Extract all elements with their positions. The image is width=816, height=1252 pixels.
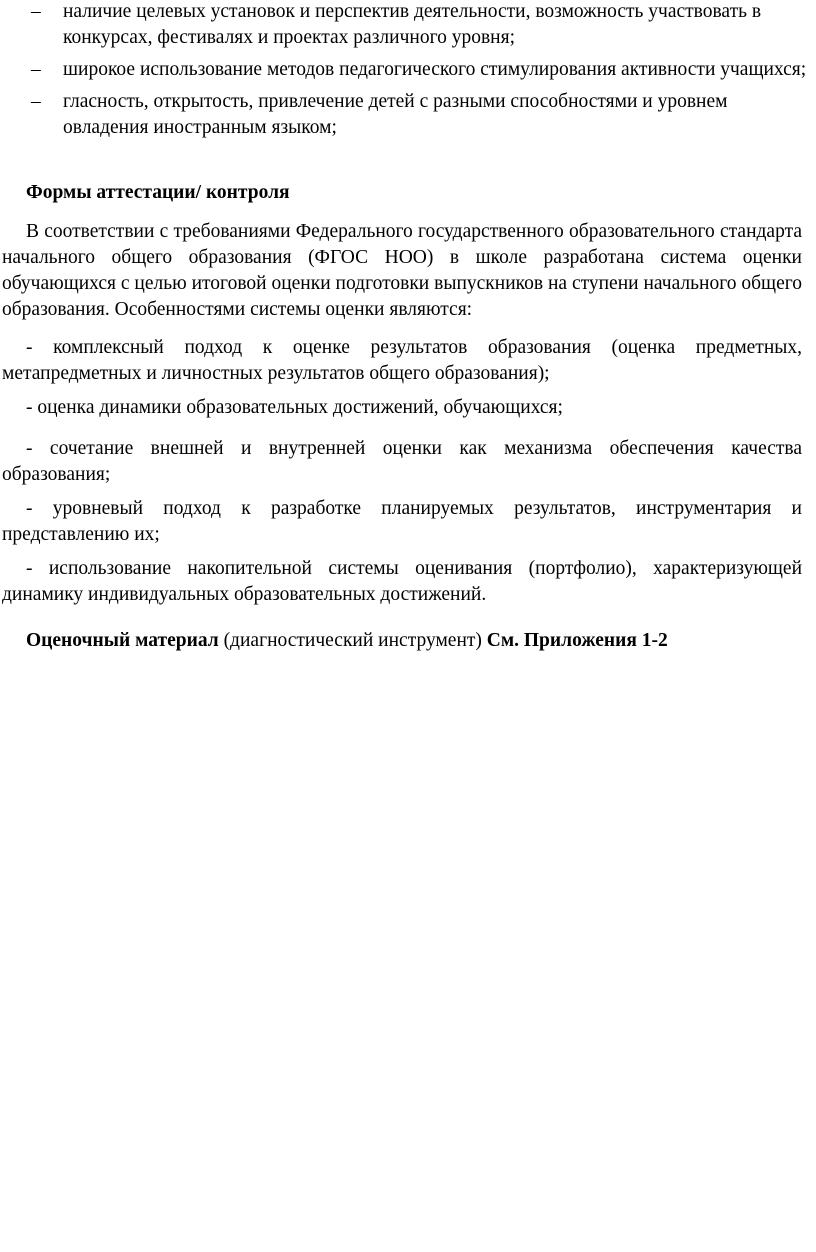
feature-paragraph: - использование накопительной системы оценивания (портфолио), характеризующей динамику индивидуальных образовательных достижений.: [2, 558, 802, 605]
dash-list-item: [0, 0, 816, 51]
dash-list-item: [0, 57, 816, 83]
dash-bullet-mark: –: [31, 91, 41, 112]
feature-paragraph: - уровневый подход к разработке планируемых результатов, инструментария и представлению их;: [2, 498, 802, 545]
feature-paragraph: - сочетание внешней и внутренней оценки как механизма обеспечения качества образования;: [2, 438, 802, 485]
assessment-note: (диагностический инструмент): [218, 630, 487, 651]
goals-dash-list: [0, 0, 816, 147]
intro-paragraph: В соответствии с требованиями Федерального государственного образовательного стандарта начального общего образования (ФГОС НОО) в школе разработана система оценки обучающихся с целью итоговой оценки подготовки выпускников на ступени начального общего образования. Особенностями системы оценки являются:: [2, 221, 802, 320]
dash-list-item-text: широкое использование методов педагогического стимулирования активности учащихся;: [63, 59, 807, 80]
dash-list-item: [0, 89, 816, 141]
feature-paragraph: - оценка динамики образовательных достижений, обучающихся;: [26, 397, 563, 418]
dash-bullet-mark: –: [31, 59, 41, 80]
feature-paragraph: - комплексный подход к оценке результатов образования (оценка предметных, метапредметных и личностных результатов общего образования);: [2, 337, 802, 384]
dash-list-item-text: наличие целевых установок и перспектив деятельности, возможность участвовать в конкурсах, фестивалях и проектах различного уровня;: [63, 1, 762, 48]
appendix-reference: См. Приложения 1-2: [486, 630, 668, 651]
assessment-section-body: [2, 219, 802, 616]
assessment-material-line: [26, 628, 668, 654]
assessment-label: Оценочный материал: [26, 630, 219, 651]
section-heading: Формы аттестации/ контроля: [26, 182, 290, 203]
dash-bullet-mark: –: [31, 1, 41, 22]
dash-list-item-text: гласность, открытость, привлечение детей с разными способностями и уровнем овладения иностранным языком;: [63, 91, 728, 138]
